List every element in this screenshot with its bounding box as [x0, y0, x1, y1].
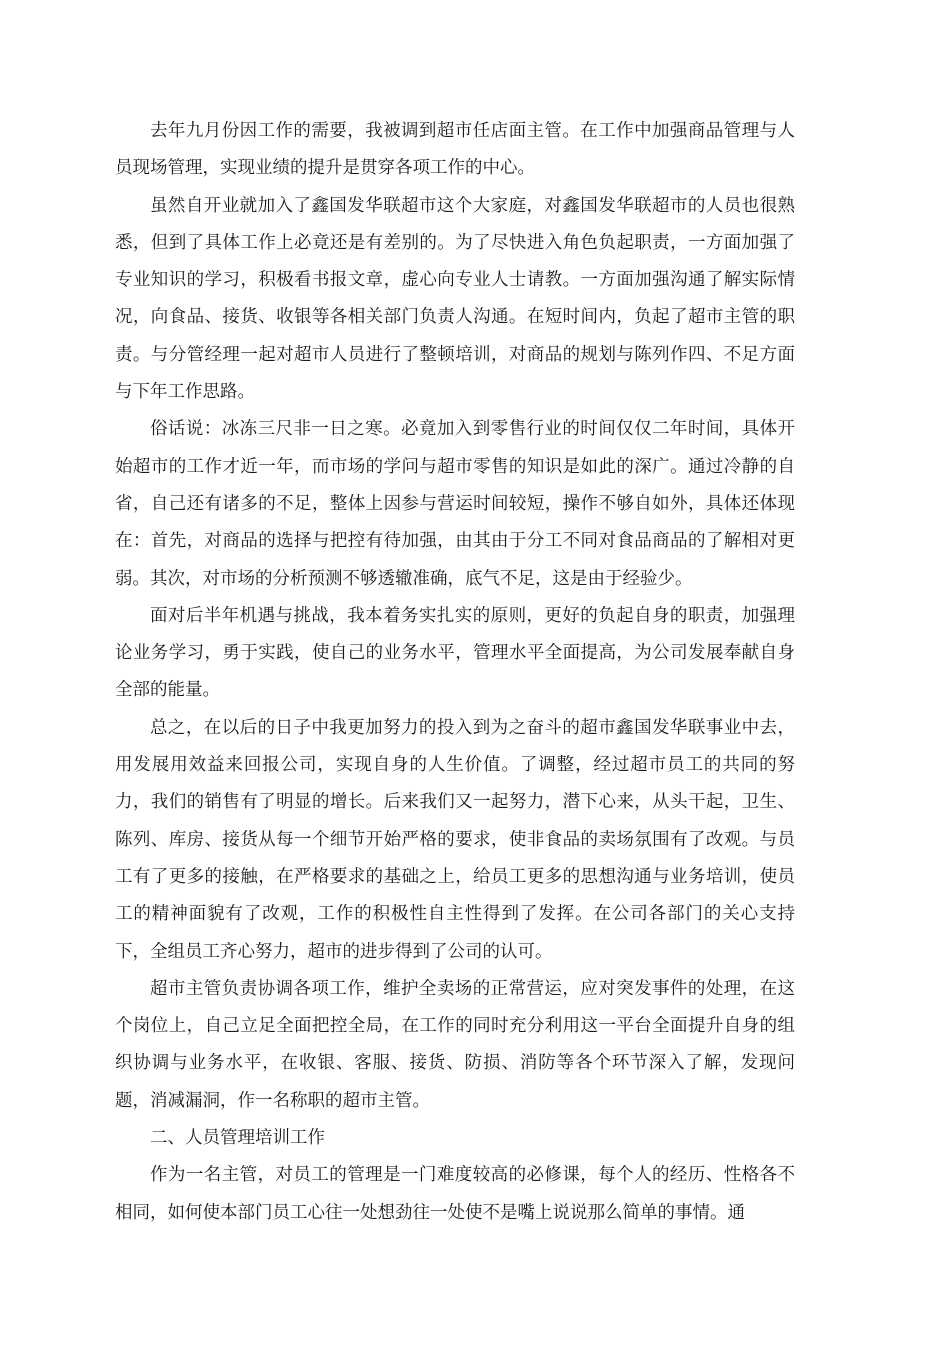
paragraph-6: 超市主管负责协调各项工作，维护全卖场的正常营运，应对突发事件的处理，在这个岗位上，自己立足全面把控全局，在工作的同时充分利用这一平台全面提升自身的组织协调与业务水平，在收银、客服、接货、防损、消防等各个环节深入了解，发现问题，消减漏洞，作一名称职的超市主管。 [115, 978, 795, 1111]
paragraph-1: 去年九月份因工作的需要，我被调到超市任店面主管。在工作中加强商品管理与人员现场管理，实现业绩的提升是贯穿各项工作的中心。 [115, 121, 795, 179]
paragraph-5: 总之，在以后的日子中我更加努力的投入到为之奋斗的超市鑫国发华联事业中去，用发展用效益来回报公司，实现自身的人生价值。了调整，经过超市员工的共同的努力，我们的销售有了明显的增长。后来我们又一起努力，潜下心来，从头干起，卫生、陈列、库房、接货从每一个细节开始严格的要求，使非食品的卖场氛围有了改观。与员工有了更多的接触，在严格要求的基础之上，给员工更多的思想沟通与业务培训，使员工的精神面貌有了改观，工作的积极性自主性得到了发挥。在公司各部门的关心支持下，全组员工齐心努力，超市的进步得到了公司的认可。 [115, 717, 795, 962]
paragraph-3: 俗话说：冰冻三尺非一日之寒。必竟加入到零售行业的时间仅仅二年时间，具体开始超市的工作才近一年，而市场的学问与超市零售的知识是如此的深广。通过冷静的自省，自己还有诸多的不足，整体上因参与营运时间较短，操作不够自如外，具体还体现在：首先，对商品的选择与把控有待加强，由其由于分工不同对食品商品的了解相对更弱。其次，对市场的分析预测不够透辙准确，底气不足，这是由于经验少。 [115, 419, 795, 589]
document-body [115, 113, 795, 1232]
section-heading: 二、人员管理培训工作 [150, 1128, 325, 1149]
paragraph-7: 作为一名主管，对员工的管理是一门难度较高的必修课，每个人的经历、性格各不相同，如何使本部门员工心往一处想劲往一处使不是嘴上说说那么简单的事情。通 [115, 1165, 795, 1223]
paragraph-4: 面对后半年机遇与挑战，我本着务实扎实的原则，更好的负起自身的职责，加强理论业务学习，勇于实践，使自己的业务水平，管理水平全面提高，为公司发展奉献自身全部的能量。 [115, 605, 795, 701]
paragraph-2: 虽然自开业就加入了鑫国发华联超市这个大家庭，对鑫国发华联超市的人员也很熟悉，但到了具体工作上必竟还是有差别的。为了尽快进入角色负起职责，一方面加强了专业知识的学习，积极看书报文章，虚心向专业人士请教。一方面加强沟通了解实际情况，向食品、接货、收银等各相关部门负责人沟通。在短时间内，负起了超市主管的职责。与分管经理一起对超市人员进行了整顿培训，对商品的规划与陈列作四、不足方面与下年工作思路。 [115, 195, 795, 403]
